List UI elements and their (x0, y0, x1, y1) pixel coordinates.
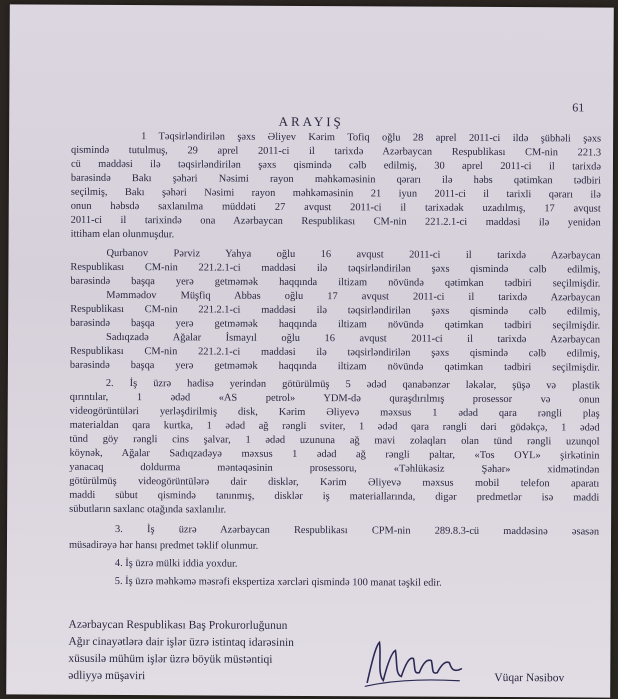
text-line: müsadirəyə hər hansı predmet təklif olunmur. (68, 539, 259, 552)
text-line: Respublikası CM-nin 221.2.1-ci maddəsi ilə təqsirləndirilən şəxs qismində cəlb edilmiş, (70, 261, 601, 276)
text-line: 3. İş üzrə Azərbaycan Respublikası CPM-nin 289.8.3-cü maddəsinə əsasən (115, 523, 600, 538)
text-line: köynək, Ağalar Sadıqzadəyə məxsus 1 ədəd ağ rəngli paltar, «Tos OYL» şirkətinin (69, 447, 600, 462)
text-line: Qurbanov Pərviz Yahya oğlu 16 avqust 2011-ci il tarixdə Azərbaycan (106, 247, 601, 262)
text-line: götürülmüş videogörüntülərə dair disklər, Kərim Əliyevə məxsus mobil telefon aparatı (69, 475, 600, 490)
document-title: ARAYIŞ (278, 113, 344, 130)
text-line: Respublikası CM-nin 221.2.1-ci maddəsi ilə təqsirləndirilən şəxs qismində cəlb edilmiş, (69, 345, 601, 360)
text-line: onun həbsdə saxlanılma müddəti 27 avqust 2011-ci il tarixədək uzadılmış, 17 avqust (70, 200, 601, 215)
text-line: qırıntılar, 1 ədəd «AS petrol» YDM-də quraşdırılmış prosessor və onun (69, 391, 600, 406)
text-line: tünd göy rəngli cins şalvar, 1 ədəd uzununa ağ mavi zolaqları olan tünd rəngli uzunqol (69, 433, 600, 448)
text-line: maddi sübut qismində tanınmış, disklər iş materiallarında, digər predmetlər isə maddi (69, 489, 600, 504)
page-number: 61 (572, 100, 585, 115)
text-line: Respublikası CM-nin 221.2.1-ci maddəsi ilə təqsirləndirilən şəxs qismində cəlb edilmiş, (70, 303, 601, 318)
signatory-org-line: Ağır cinayətlərə dair işlər üzrə istintaq idarəsinin (68, 635, 294, 649)
text-line: materialdan qara kurtka, 1 ədəd ağ rəngli sviter, 1 ədəd qara rəngli dəri gödəkçə, 1 ədəd (69, 419, 600, 434)
text-line: barəsində başqa yerə getməmək haqqında iltizam növündə qətimkan tədbiri seçilmişdir. (69, 359, 600, 374)
text-line: 2. İş üzrə hadisə yerindən götürülmüş 5 ədəd qanabənzər ləkələr, şüşə və plastik (105, 377, 600, 392)
text-line: Sadıqzadə Ağalar İsmayıl oğlu 16 avqust 2011-ci il tarixdə Azərbaycan (106, 331, 601, 346)
text-line: barəsində başqa yerə getməmək haqqında iltizam növündə qətimkan tədbiri seçilmişdir. (70, 275, 601, 290)
document-page (6, 4, 614, 697)
text-line: Məmmədov Müşfiq Abbas oğlu 17 avqust 2011-ci il tarixdə Azərbaycan (106, 289, 601, 304)
text-line: 4. İş üzrə mülki iddia yoxdur. (114, 557, 238, 570)
text-line: 1 Təqsirləndirilən şəxs Əliyev Kərim Tofiq oğlu 28 aprel 2011-ci ildə şübhəli şəxs (141, 131, 602, 145)
signatory-org-line: Azərbaycan Respublikası Baş Prokurorluğunun (68, 618, 288, 632)
text-line: barəsində Bakı şəhəri Nəsimi rayon məhkəməsinin qərarı ilə həbs qətimkan tədbiri (70, 172, 601, 187)
text-line: qismində tutulmuş, 29 aprel 2011-ci il tarixdə Azərbaycan Respublikası CM-nin 221.3 (71, 144, 602, 159)
text-line: 2011-ci il tarixində ona Azərbaycan Respublikası CM-nin 221.2.1-ci maddəsi ilə yenidən (70, 214, 601, 229)
text-line: cü maddəsi ilə təqsirləndirilən şəxs qismində cəlb edilmiş, 30 aprel 2011-ci il tarixdə (70, 158, 601, 173)
text-line: videogörüntüləri yerləşdirilmiş disk, Kərim Əliyevə məxsus 1 ədəd qara rəngli plaş (69, 405, 600, 420)
signatory-name: Vüqar Nəsibov (494, 671, 565, 685)
signatory-org-line: xüsusilə mühüm işlər üzrə böyük müstəntiqi (68, 652, 273, 666)
text-line: barəsində başqa yerə getməmək haqqında iltizam növündə qətimkan tədbiri seçilmişdir. (70, 317, 601, 332)
text-line: yanacaq doldurma məntəqəsinin prosessoru, «Təhlükəsiz Şəhər» xidmətindən (69, 461, 600, 476)
handwritten-signature (361, 634, 466, 690)
text-line: 5. İş üzrə məhkəmə məsrəfi ekspertiza xərcləri qismində 100 manat təşkil edir. (114, 575, 442, 589)
text-line: ittiham elan olunmuşdur. (70, 228, 175, 241)
signatory-org-line: ədliyyə müşaviri (68, 669, 146, 683)
text-line: seçilmiş, Bakı şəhəri Nəsimi rayon məhkəməsinin 21 iyun 2011-ci il tarixli qərarı ilə (70, 186, 601, 201)
text-line: sübutların saxlanc otağında saxlanılır. (69, 503, 227, 516)
